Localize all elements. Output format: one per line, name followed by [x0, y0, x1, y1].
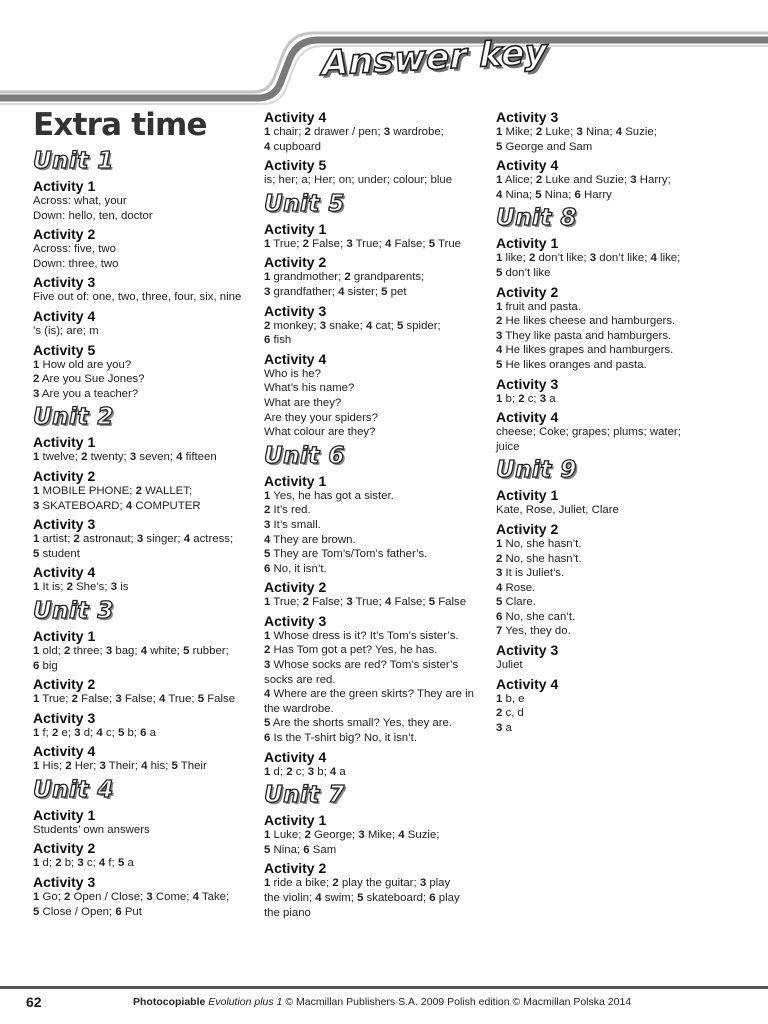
column-2: [264, 106, 489, 920]
answer-line: 1 Alice; 2 Luke and Suzie; 3 Harry;: [496, 174, 671, 187]
activity-heading: Activity 1: [33, 627, 96, 644]
answer-line: 2 Has Tom got a pet? Yes, he has.: [264, 644, 438, 657]
answer-line: 1 fruit and pasta.: [496, 300, 581, 313]
activity-heading: Activity 3: [496, 642, 559, 659]
answer-line: 6 No, it isn’t.: [264, 562, 327, 575]
answer-line: 1 grandmother; 2 grandparents;: [264, 271, 425, 284]
answer-line: 6 big: [33, 659, 58, 672]
unit-heading: Unit 4: [33, 776, 114, 803]
answer-line: What colour are they?: [264, 426, 376, 439]
activity-heading: Activity 4: [33, 307, 96, 324]
activity-heading: Activity 1: [33, 806, 96, 823]
banner-title: Answer key: [322, 32, 548, 84]
answer-line: socks are red.: [264, 673, 336, 686]
activity-heading: Activity 4: [33, 743, 96, 760]
answer-line: 1 b, e: [496, 692, 525, 705]
unit-heading: Unit 9: [496, 457, 577, 484]
activity-heading: Activity 1: [264, 220, 327, 237]
unit-heading: Unit 8: [496, 205, 577, 232]
activity-heading: Activity 4: [264, 109, 327, 125]
activity-heading: Activity 5: [264, 157, 327, 174]
unit-section: [33, 404, 261, 595]
column-body: [33, 148, 261, 919]
answer-line: 1 True; 2 False; 3 True; 4 False; 5 False: [264, 596, 467, 609]
answer-line: 3 Are you a teacher?: [33, 387, 139, 400]
answer-line: cheese; Coke; grapes; plums; water;: [496, 426, 681, 439]
answer-line: 6 No, she can’t.: [496, 610, 576, 623]
answer-line: 4 He likes grapes and hamburgers.: [496, 344, 674, 357]
activity-heading: Activity 2: [496, 520, 559, 537]
answer-line: Kate, Rose, Juliet, Clare: [496, 504, 619, 517]
answer-line: Are they your spiders?: [264, 411, 378, 424]
answer-line: 2 No, she hasn’t.: [496, 552, 582, 565]
activity-heading: Activity 2: [264, 579, 327, 596]
answer-line: 1 d; 2 b; 3 c; 4 f; 5 a: [33, 857, 134, 870]
page-title: Extra time: [33, 107, 207, 143]
answer-line: 5 They are Tom’s/Tom’s father’s.: [264, 548, 428, 561]
activity-heading: Activity 1: [264, 812, 327, 829]
activity-heading: Activity 4: [496, 409, 559, 426]
activity-heading: Activity 2: [496, 283, 559, 300]
photocopiable-label: Photocopiable: [133, 996, 206, 1008]
answer-line: the wardrobe.: [264, 702, 334, 715]
unit-section: [264, 109, 489, 188]
answer-line: Across: what, your: [33, 195, 127, 207]
answer-line: 7 Yes, they do.: [496, 625, 571, 638]
unit-heading: Unit 2: [33, 404, 114, 431]
activity-heading: Activity 2: [264, 860, 327, 877]
book-title: Evolution plus 1: [208, 996, 283, 1008]
answer-line: 5 He likes oranges and pasta.: [496, 358, 647, 371]
answer-line: 4 Rose.: [496, 581, 536, 594]
activity-heading: Activity 2: [33, 840, 96, 857]
column-body: [264, 109, 489, 920]
footer-rule: [0, 986, 768, 989]
unit-section: [264, 191, 489, 440]
answer-line: the violin; 4 swim; 5 skateboard; 6 play: [264, 892, 460, 904]
answer-line: Across: five, two: [33, 243, 116, 256]
answer-line: 1 It is; 2 She’s; 3 is: [33, 581, 129, 594]
answer-line: 3 It’s small.: [264, 518, 321, 531]
unit-heading: Unit 3: [33, 597, 114, 624]
answer-line: 1 No, she hasn’t.: [496, 537, 582, 550]
answer-line: 3 They like pasta and hamburgers.: [496, 329, 672, 342]
activity-heading: Activity 1: [33, 178, 96, 194]
answer-line: 3 grandfather; 4 sister; 5 pet: [264, 285, 407, 298]
answer-line: 5 Close / Open; 6 Put: [33, 905, 142, 918]
answer-line: the piano: [264, 906, 311, 919]
answer-line: 6 fish: [264, 334, 292, 347]
column-1: [33, 106, 261, 919]
answer-line: Who is he?: [264, 367, 321, 380]
activity-heading: Activity 4: [496, 675, 559, 692]
answer-line: 1 His; 2 Her; 3 Their; 4 his; 5 Their: [33, 760, 207, 773]
answer-line: 2 c, d: [496, 707, 524, 720]
answer-line: is; her; a; Her; on; under; colour; blue: [264, 174, 453, 187]
answer-line: Down: three, two: [33, 257, 119, 270]
answer-line: 5 don’t like: [496, 266, 551, 279]
answer-line: 3 It is Juliet’s.: [496, 567, 565, 580]
answer-line: 1 twelve; 2 twenty; 3 seven; 4 fifteen: [33, 451, 217, 464]
page-footer: [0, 986, 768, 1024]
answer-line: 1 Luke; 2 George; 3 Mike; 4 Suzie;: [264, 829, 440, 842]
activity-heading: Activity 3: [496, 375, 559, 392]
activity-heading: Activity 4: [496, 157, 559, 174]
unit-heading: Unit 6: [264, 442, 345, 469]
answer-line: 3 SKATEBOARD; 4 COMPUTER: [33, 499, 201, 512]
answer-line: 5 George and Sam: [496, 140, 593, 153]
activity-heading: Activity 3: [33, 709, 96, 726]
answer-line: 4 Nina; 5 Nina; 6 Harry: [496, 188, 612, 201]
unit-heading: Unit 5: [264, 190, 345, 217]
activity-heading: Activity 2: [264, 254, 327, 271]
answer-line: 1 Whose dress is it? It’s Tom’s sister’s.: [264, 629, 459, 642]
activity-heading: Activity 2: [33, 467, 96, 484]
answer-line: 1 True; 2 False; 3 False; 4 True; 5 False: [33, 693, 236, 706]
answer-line: 1 f; 2 e; 3 d; 4 c; 5 b; 6 a: [33, 726, 156, 739]
answer-line: ’s (is); are; m: [33, 324, 99, 337]
answer-line: Students’ own answers: [33, 823, 150, 836]
activity-heading: Activity 3: [33, 516, 96, 533]
unit-section: [264, 443, 489, 780]
answer-line: 1 chair; 2 drawer / pen; 3 wardrobe;: [264, 126, 444, 138]
answer-line: Down: hello, ten, doctor: [33, 209, 153, 222]
activity-heading: Activity 2: [33, 226, 96, 243]
page-number: 62: [26, 994, 42, 1010]
activity-heading: Activity 1: [264, 472, 327, 489]
column-body: [496, 109, 724, 735]
activity-heading: Activity 1: [496, 487, 559, 504]
answer-line: 2 He likes cheese and hamburgers.: [496, 315, 676, 328]
answer-line: 3 a: [496, 721, 512, 734]
answer-line: 1 True; 2 False; 3 True; 4 False; 5 True: [264, 237, 461, 250]
activity-heading: Activity 5: [33, 341, 96, 358]
activity-heading: Activity 1: [33, 434, 96, 451]
answer-line: Five out of: one, two, three, four, six, nine: [33, 291, 242, 304]
answer-line: 2 Are you Sue Jones?: [33, 373, 145, 386]
answer-line: 3 Whose socks are red? Tom’s sister’s: [264, 659, 459, 672]
answer-line: 6 Is the T-shirt big? No, it isn’t.: [264, 732, 418, 745]
column-3: [496, 106, 724, 735]
answer-line: 5 Are the shorts small? Yes, they are.: [264, 717, 453, 730]
answer-line: 1 How old are you?: [33, 358, 132, 371]
unit-section: [496, 205, 724, 454]
activity-heading: Activity 3: [264, 302, 327, 319]
answer-line: juice: [496, 440, 520, 453]
unit-section: [264, 782, 489, 920]
activity-heading: Activity 3: [33, 874, 96, 891]
copyright-notice: [133, 996, 631, 1008]
answer-line: 1 Go; 2 Open / Close; 3 Come; 4 Take;: [33, 891, 230, 904]
unit-heading: Unit 1: [33, 148, 114, 174]
answer-line: 5 student: [33, 547, 80, 560]
activity-heading: Activity 3: [496, 109, 559, 125]
activity-heading: Activity 4: [264, 748, 327, 765]
unit-section: [33, 148, 261, 401]
answer-line: 5 Nina; 6 Sam: [264, 843, 337, 856]
answer-line: 1 like; 2 don’t like; 3 don’t like; 4 like;: [496, 252, 681, 265]
activity-heading: Activity 3: [33, 274, 96, 291]
unit-section: [33, 777, 261, 919]
answer-line: 1 Mike; 2 Luke; 3 Nina; 4 Suzie;: [496, 126, 657, 138]
activity-heading: Activity 1: [496, 235, 559, 252]
answer-line: 1 old; 2 three; 3 bag; 4 white; 5 rubber;: [33, 644, 229, 657]
copyright-text: © Macmillan Publishers S.A. 2009 Polish edition © Macmillan Polska 2014: [282, 996, 632, 1008]
unit-section: [33, 598, 261, 774]
answer-line: 2 It’s red.: [264, 504, 311, 517]
answer-line: 1 d; 2 c; 3 b; 4 a: [264, 765, 346, 778]
activity-heading: Activity 4: [33, 564, 96, 581]
answer-line: 1 MOBILE PHONE; 2 WALLET;: [33, 484, 193, 497]
answer-line: 4 cupboard: [264, 140, 322, 153]
answer-line: 1 ride a bike; 2 play the guitar; 3 play: [264, 877, 451, 890]
answer-line: What’s his name?: [264, 382, 355, 395]
unit-heading: Unit 7: [264, 782, 345, 809]
answer-line: 4 They are brown.: [264, 533, 356, 546]
answer-line: What are they?: [264, 396, 342, 409]
answer-line: 2 monkey; 3 snake; 4 cat; 5 spider;: [264, 319, 441, 332]
activity-heading: Activity 4: [264, 350, 327, 367]
answer-line: 1 b; 2 c; 3 a: [496, 392, 556, 405]
answer-line: 4 Where are the green skirts? They are in: [264, 688, 474, 701]
activity-heading: Activity 3: [264, 612, 327, 629]
unit-section: [496, 457, 724, 735]
answer-line: 1 Yes, he has got a sister.: [264, 489, 394, 502]
answer-line: 5 Clare.: [496, 596, 536, 609]
activity-heading: Activity 2: [33, 676, 96, 693]
answer-line: Juliet: [496, 659, 523, 672]
unit-section: [496, 109, 724, 202]
answer-line: 1 artist; 2 astronaut; 3 singer; 4 actress;: [33, 533, 234, 546]
